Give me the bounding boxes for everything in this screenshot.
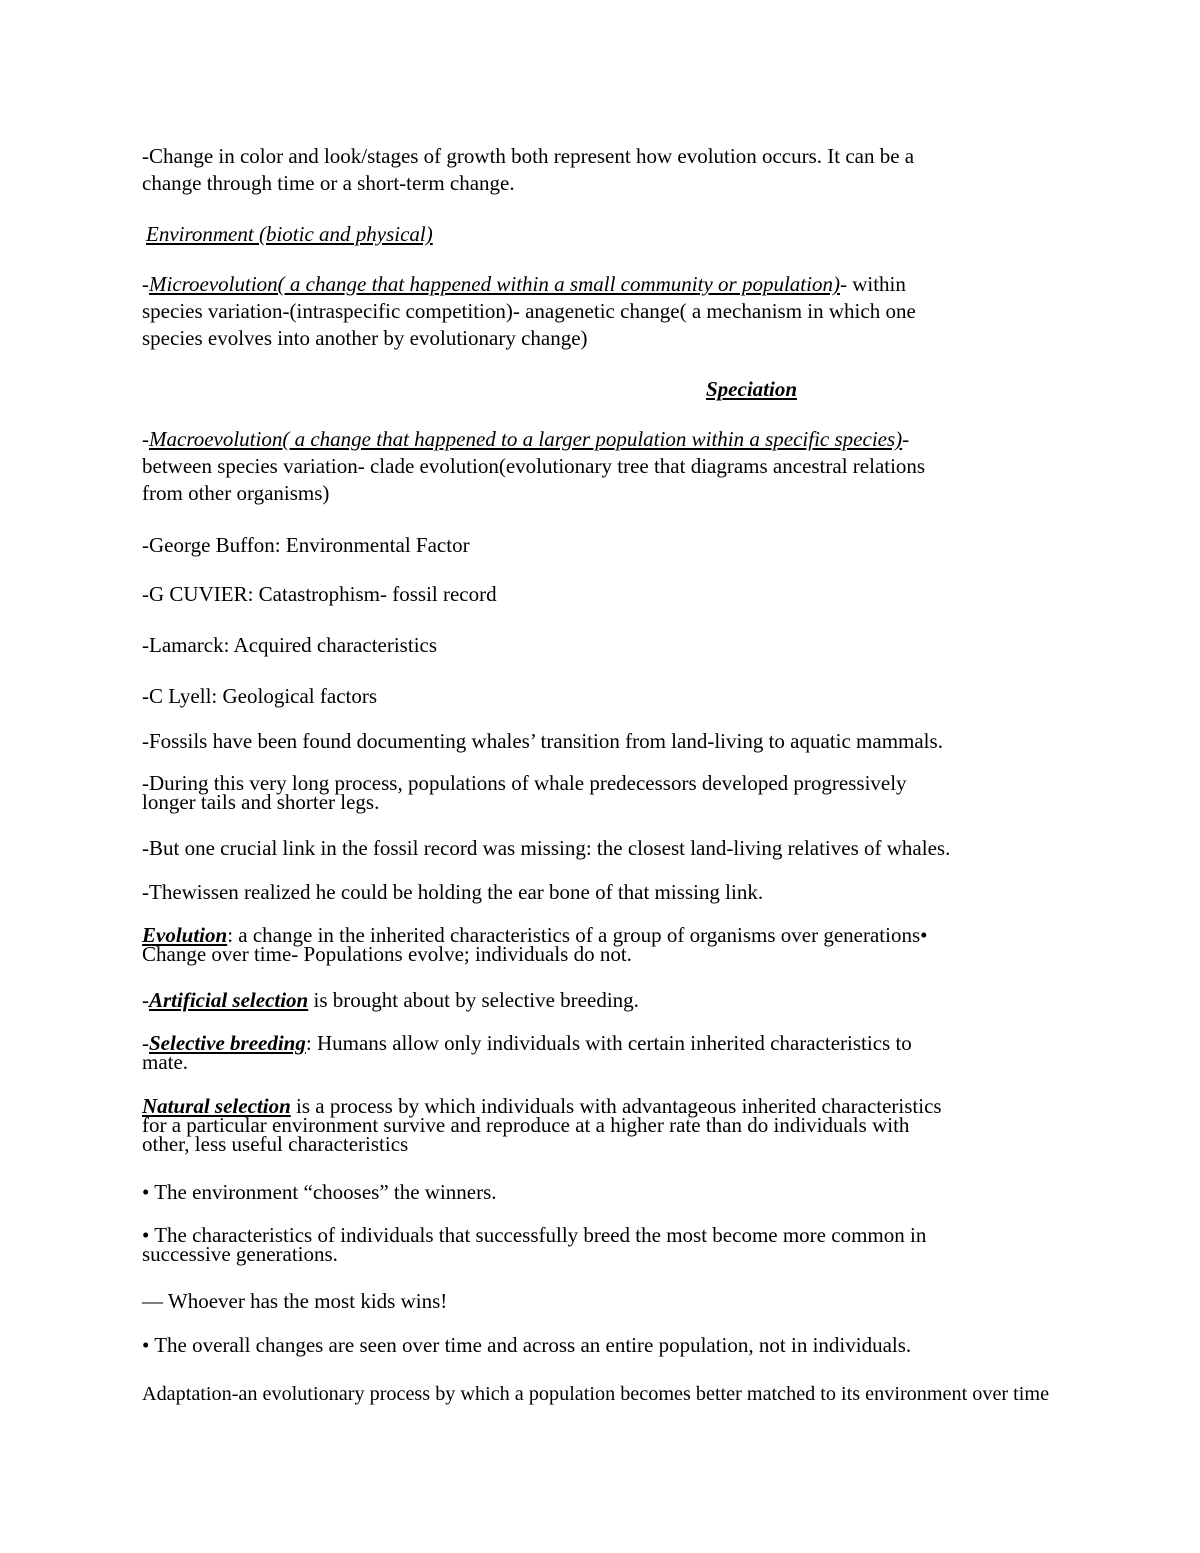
environment-heading [146, 221, 433, 248]
microevolution-line-1 [142, 271, 916, 298]
scientist-buffon: -George Buffon: Environmental Factor [142, 533, 470, 557]
whales-process-line-2: longer tails and shorter legs. [142, 790, 380, 814]
evolution-term: Evolution [142, 923, 228, 947]
artificial-selection-rest: is brought about by selective breeding. [308, 988, 639, 1012]
evolution-definition: : a change in the inherited characteristics of a group of organisms over generations• [227, 923, 928, 947]
microevolution-term: Microevolution( a change that happened within a small community or population) [149, 272, 840, 296]
macroevolution-line-2: between species variation- clade evolution(evolutionary tree that diagrams ancestral relations [142, 454, 926, 478]
natural-selection-definition: is a process by which individuals with advantageous inherited characteristics [290, 1094, 942, 1118]
selective-breeding-definition: : Humans allow only individuals with certain inherited characteristics to [305, 1031, 912, 1055]
artificial-selection-prefix: - [142, 988, 149, 1012]
natural-selection-line-3: other, less useful characteristics [142, 1132, 409, 1156]
artificial-selection-term: Artificial selection [149, 988, 309, 1012]
microevolution-line-3: species evolves into another by evolutionary change) [142, 326, 588, 350]
scientist-cuvier: -G CUVIER: Catastrophism- fossil record [142, 582, 497, 606]
speciation-heading-text: Speciation [706, 377, 798, 401]
selective-breeding-line-2: mate. [142, 1050, 189, 1074]
microevolution-paragraph [142, 271, 916, 352]
microevolution-line-2: species variation-(intraspecific competition)- anagenetic change( a mechanism in which one [142, 299, 916, 323]
whales-fossils-paragraph: -Fossils have been found documenting whales’ transition from land-living to aquatic mammals. [142, 729, 943, 753]
selective-breeding-line-1 [142, 1031, 912, 1055]
natural-selection-line-2: for a particular environment survive and reproduce at a higher rate than do individuals with [142, 1113, 910, 1137]
evolution-line-2: Change over time- Populations evolve; individuals do not. [142, 942, 632, 966]
bullet-characteristics [142, 1223, 927, 1266]
macroevolution-line-3: from other organisms) [142, 481, 330, 505]
whales-process-line-1: -During this very long process, populations of whale predecessors developed progressively [142, 771, 907, 795]
selective-breeding-prefix: - [142, 1031, 149, 1055]
scientist-lamarck: -Lamarck: Acquired characteristics [142, 633, 438, 657]
whales-missing-link-paragraph: -But one crucial link in the fossil record was missing: the closest land-living relatives of whales. [142, 836, 951, 860]
macroevolution-line-1 [142, 426, 925, 453]
dash-most-kids: — Whoever has the most kids wins! [142, 1289, 448, 1313]
bullet-characteristics-line-2: successive generations. [142, 1242, 338, 1266]
intro-line-2: change through time or a short-term change. [142, 171, 515, 195]
bullet-environment-chooses: • The environment “chooses” the winners. [142, 1180, 497, 1204]
intro-line-1: -Change in color and look/stages of growth both represent how evolution occurs. It can be a [142, 144, 915, 168]
microevolution-after-term: - within [839, 272, 906, 296]
macroevolution-prefix: - [142, 427, 149, 451]
selective-breeding-paragraph [142, 1031, 912, 1074]
bullet-overall-changes: • The overall changes are seen over time and across an entire population, not in individuals. [142, 1333, 912, 1357]
artificial-selection-paragraph [142, 987, 639, 1014]
evolution-paragraph [142, 923, 928, 966]
intro-paragraph [142, 143, 914, 197]
bullet-characteristics-line-1: • The characteristics of individuals that successfully breed the most become more common in [142, 1223, 927, 1247]
macroevolution-paragraph [142, 426, 925, 507]
natural-selection-paragraph [142, 1094, 942, 1156]
selective-breeding-term: Selective breeding [149, 1031, 306, 1055]
thewissen-paragraph: -Thewissen realized he could be holding the ear bone of that missing link. [142, 880, 764, 904]
whales-process-paragraph [142, 771, 907, 814]
macroevolution-after-term: - [902, 427, 910, 451]
microevolution-prefix: - [142, 272, 149, 296]
natural-selection-term: Natural selection [142, 1094, 291, 1118]
macroevolution-term: Macroevolution( a change that happened to a larger population within a specific species) [149, 427, 903, 451]
scientist-lyell: -C Lyell: Geological factors [142, 684, 378, 708]
environment-heading-text: Environment (biotic and physical) [146, 222, 433, 246]
adaptation-paragraph: Adaptation-an evolutionary process by which a population becomes better matched to its environment over time [142, 1383, 1050, 1405]
speciation-heading [706, 376, 797, 403]
